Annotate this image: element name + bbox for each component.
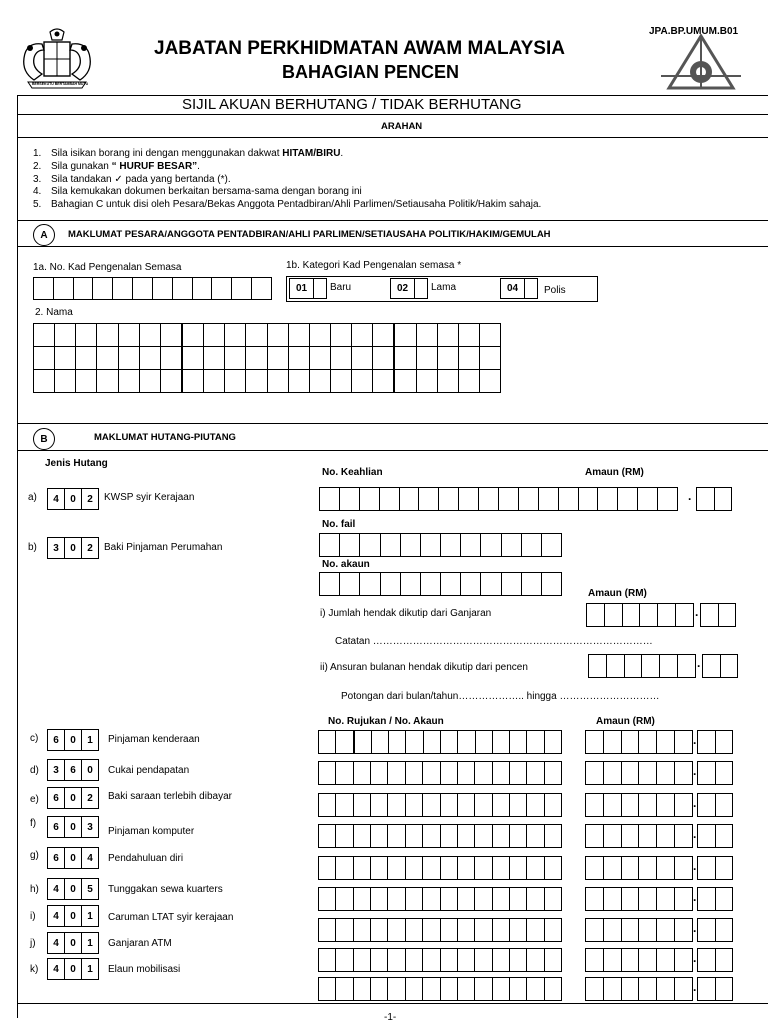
catatan-line[interactable]: Catatan ………………………………………………………………………… <box>335 636 653 647</box>
ic-number-label: 1a. No. Kad Pengenalan Semasa <box>33 262 182 273</box>
item-g-code: 6 0 4 <box>47 847 99 869</box>
no-akaun-label: No. akaun <box>322 559 370 570</box>
ansuran-amount-input[interactable] <box>588 654 696 678</box>
item-k-code: 4 0 1 <box>47 958 99 980</box>
item-g-label: Pendahuluan diri <box>108 853 184 864</box>
category-01-label: Baru <box>330 282 352 293</box>
instruction-1: Sila isikan borang ini dengan menggunakan dakwat HITAM/BIRU. <box>51 148 344 159</box>
section-a-letter: A <box>33 224 55 246</box>
ic-category-label: 1b. Kategori Kad Pengenalan semasa * <box>286 260 462 271</box>
name-label: 2. Nama <box>35 307 73 318</box>
item-g-amount-input[interactable] <box>585 856 693 880</box>
item-c-amount-cents[interactable] <box>697 730 733 754</box>
amaun-label-2: Amaun (RM) <box>588 588 647 599</box>
jpa-logo <box>657 34 745 90</box>
item-e-code: 6 0 2 <box>47 787 99 809</box>
item-e-label: Baki saraan terlebih dibayar <box>108 791 232 802</box>
item-k-letter: k) <box>30 964 39 975</box>
item-c-amount-input[interactable] <box>585 730 693 754</box>
item-g-amount-cents[interactable] <box>697 856 733 880</box>
instruction-number-1: 1. <box>33 148 42 159</box>
ganjaran-amount-input[interactable] <box>586 603 694 627</box>
item-j-letter: j) <box>30 938 36 949</box>
category-04-checkbox[interactable]: 04 <box>500 278 538 299</box>
item-c-reference-input[interactable] <box>318 730 562 754</box>
item-h-letter: h) <box>30 884 39 895</box>
item-h-code: 4 0 5 <box>47 878 99 900</box>
section-b-letter: B <box>33 428 55 450</box>
item-i-letter: i) <box>30 911 36 922</box>
instruction-number-3: 3. <box>33 174 42 185</box>
item-k-label: Elaun mobilisasi <box>108 964 181 975</box>
item-d-code: 3 6 0 <box>47 759 99 781</box>
category-02-label: Lama <box>431 282 457 293</box>
item-e-reference-input[interactable] <box>318 793 562 817</box>
item-j-amount-input[interactable] <box>585 948 693 972</box>
potongan-line[interactable]: Potongan dari bulan/tahun……………….. hingga ………………………… <box>341 691 660 702</box>
ic-number-input[interactable] <box>33 277 272 300</box>
item-f-amount-cents[interactable] <box>697 824 733 848</box>
housing-account-input[interactable] <box>319 572 562 596</box>
header-line-2: BAHAGIAN PENCEN <box>282 62 460 82</box>
item-b-code: 3 0 2 <box>47 537 99 559</box>
item-c-label: Pinjaman kenderaan <box>108 734 200 745</box>
item-c-code: 6 0 1 <box>47 729 99 751</box>
category-04-label: Polis <box>544 285 566 296</box>
item-h-amount-cents[interactable] <box>697 887 733 911</box>
item-i-code: 4 0 1 <box>47 905 99 927</box>
ganjaran-label: i) Jumlah hendak dikutip dari Ganjaran <box>320 608 492 619</box>
item-d-amount-cents[interactable] <box>697 761 733 785</box>
section-a-title: MAKLUMAT PESARA/ANGGOTA PENTADBIRAN/AHLI PARLIMEN/SETIAUSAHA POLITIK/HAKIM/GEMULAH <box>68 229 551 240</box>
amaun-label-3: Amaun (RM) <box>596 716 655 727</box>
item-f-letter: f) <box>30 818 37 829</box>
jenis-hutang-label: Jenis Hutang <box>45 458 108 469</box>
crest-caption: BERSEKUTU BERTAMBAH MUTU <box>32 82 89 86</box>
section-b-title: MAKLUMAT HUTANG-PIUTANG <box>94 432 236 443</box>
item-h-reference-input[interactable] <box>318 887 562 911</box>
amaun-label-1: Amaun (RM) <box>585 467 644 478</box>
item-c-letter: c) <box>30 733 39 744</box>
document-code: JPA.BP.UMUM.B01 <box>649 26 739 37</box>
item-j-reference-input[interactable] <box>318 948 562 972</box>
item-a-label: KWSP syir Kerajaan <box>104 492 195 503</box>
item-e-letter: e) <box>30 794 39 805</box>
item-a-letter: a) <box>28 492 37 503</box>
instruction-number-2: 2. <box>33 161 42 172</box>
ansuran-label: ii) Ansuran bulanan hendak dikutip dari pencen <box>320 662 528 673</box>
item-j-label: Ganjaran ATM <box>108 938 172 949</box>
ansuran-amount-cents[interactable] <box>702 654 738 678</box>
instruction-number-5: 5. <box>33 199 42 210</box>
housing-file-input[interactable] <box>319 533 562 557</box>
category-01-checkbox[interactable]: 01 <box>289 278 327 299</box>
kwsp-amount-cents[interactable] <box>696 487 732 511</box>
item-d-label: Cukai pendapatan <box>108 765 190 776</box>
item-a-code: 4 0 2 <box>47 488 99 510</box>
item-d-letter: d) <box>30 765 39 776</box>
instruction-number-4: 4. <box>33 186 42 197</box>
item-b-label: Baki Pinjaman Perumahan <box>104 542 223 553</box>
header-line-1: JABATAN PERKHIDMATAN AWAM MALAYSIA <box>154 38 565 59</box>
arahan-title: ARAHAN <box>381 121 423 132</box>
item-b-letter: b) <box>28 542 37 553</box>
instruction-2: Sila gunakan “ HURUF BESAR”. <box>51 161 200 172</box>
item-f-code: 6 0 3 <box>47 816 99 838</box>
item-e-amount-cents[interactable] <box>697 793 733 817</box>
kwsp-membership-input[interactable] <box>319 487 678 511</box>
no-rujukan-label: No. Rujukan / No. Akaun <box>328 716 444 727</box>
malaysia-crest-logo <box>18 28 96 90</box>
item-f-amount-input[interactable] <box>585 824 693 848</box>
item-f-reference-input[interactable] <box>318 824 562 848</box>
no-keahlian-label: No. Keahlian <box>322 467 383 478</box>
page-number: -1- <box>384 1012 397 1023</box>
item-k-reference-input[interactable] <box>318 977 562 1001</box>
item-h-amount-input[interactable] <box>585 887 693 911</box>
item-j-code: 4 0 1 <box>47 932 99 954</box>
item-i-reference-input[interactable] <box>318 918 562 942</box>
category-02-checkbox[interactable]: 02 <box>390 278 428 299</box>
instruction-5: Bahagian C untuk disi oleh Pesara/Bekas Anggota Pentadbiran/Ahli Parlimen/Setiausaha Politik/Hakim sahaja. <box>51 199 542 210</box>
instruction-4: Sila kemukakan dokumen berkaitan bersama-sama dengan borang ini <box>51 186 362 197</box>
item-i-amount-cents[interactable] <box>697 918 733 942</box>
item-i-amount-input[interactable] <box>585 918 693 942</box>
item-e-amount-input[interactable] <box>585 793 693 817</box>
instruction-3: Sila tandakan ✓ pada yang bertanda (*). <box>51 174 231 185</box>
name-input-grid[interactable] <box>33 323 501 395</box>
no-fail-label: No. fail <box>322 519 356 530</box>
item-i-label: Caruman LTAT syir kerajaan <box>108 912 234 923</box>
item-f-label: Pinjaman komputer <box>108 826 195 837</box>
item-g-letter: g) <box>30 850 39 861</box>
item-k-amount-input[interactable] <box>585 977 693 1001</box>
item-j-amount-cents[interactable] <box>697 948 733 972</box>
item-g-reference-input[interactable] <box>318 856 562 880</box>
item-d-amount-input[interactable] <box>585 761 693 785</box>
ganjaran-amount-cents[interactable] <box>700 603 736 627</box>
item-h-label: Tunggakan sewa kuarters <box>108 884 223 895</box>
form-title: SIJIL AKUAN BERHUTANG / TIDAK BERHUTANG <box>182 96 522 113</box>
item-d-reference-input[interactable] <box>318 761 562 785</box>
item-k-amount-cents[interactable] <box>697 977 733 1001</box>
